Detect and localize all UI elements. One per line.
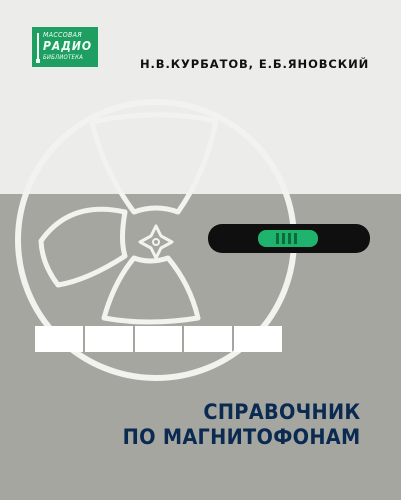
counter-cell <box>135 326 183 352</box>
series-line-3: БИБЛИОТЕКА <box>43 54 84 61</box>
series-logo-massovaya-radiobiblioteka <box>32 27 98 67</box>
counter-cell <box>234 326 282 352</box>
counter-cell <box>35 326 83 352</box>
counter-cell <box>184 326 232 352</box>
reel-hub-star <box>140 226 172 258</box>
tape-window-graphic <box>208 224 370 253</box>
tape-mark <box>294 233 297 244</box>
book-title-line-2: ПО МАГНИТОФОНАМ <box>122 425 360 449</box>
reel-spoke-bottom <box>104 258 198 322</box>
tape-mark <box>288 233 291 244</box>
reel-spoke-top <box>92 115 216 212</box>
radio-mast-icon <box>36 33 40 63</box>
tape-mark <box>276 233 279 244</box>
authors: Н.В.КУРБАТОВ, Е.Б.ЯНОВСКИЙ <box>140 57 370 71</box>
reel-hub-center <box>153 239 159 245</box>
book-title <box>122 400 360 450</box>
counter-cell <box>85 326 133 352</box>
tape-mark <box>282 233 285 244</box>
book-title-line-1: СПРАВОЧНИК <box>202 400 360 424</box>
tape-window-lens <box>258 230 318 247</box>
series-line-1: МАССОВАЯ <box>43 31 82 39</box>
series-line-2: РАДИО <box>43 39 93 53</box>
reel-spoke-left <box>41 209 125 285</box>
counter-graphic <box>35 326 282 352</box>
